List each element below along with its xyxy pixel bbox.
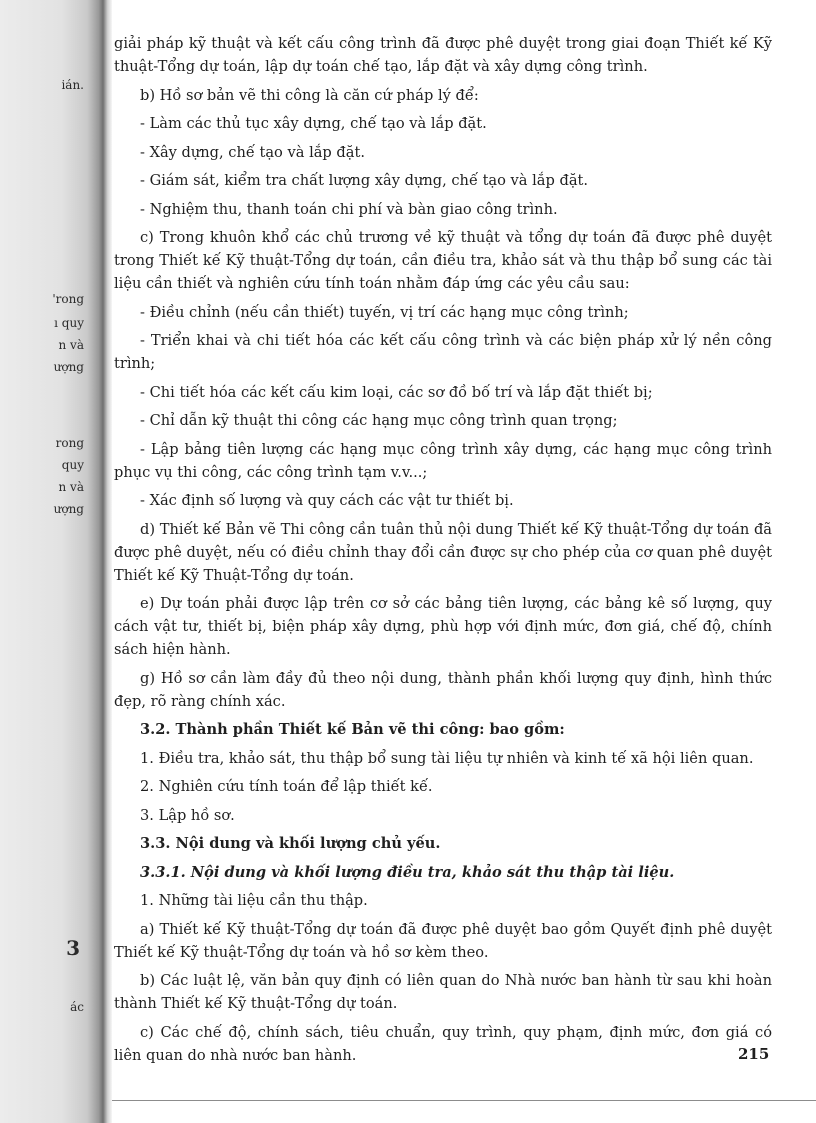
book-spine-shadow	[0, 0, 112, 1123]
previous-page-fragment: ượng	[53, 360, 84, 374]
list-item: 1. Những tài liệu cần thu thập.	[140, 892, 368, 909]
subsection-heading: 3.3.1. Nội dung và khối lượng điều tra, khảo sát thu thập tài liệu.	[140, 863, 675, 881]
list-item: - Chỉ dẫn kỹ thuật thi công các hạng mục công trình quan trọng;	[140, 412, 618, 429]
paragraph: c) Trong khuôn khổ các chủ trương về kỹ thuật và tổng dự toán đã được phê duyệt trong Thiết kế Kỹ thuật-Tổng dự toán, cần điều tra, khảo sát và thu thập bổ sung các tài liệu cần thiết và nghiên cứu tính toán nhằm đáp ứng các yêu cầu sau:	[114, 229, 772, 292]
previous-page-fragment: ượng	[53, 502, 84, 516]
list-item: - Điều chỉnh (nếu cần thiết) tuyến, vị trí các hạng mục công trình;	[140, 303, 629, 321]
previous-page-fragment: rong	[55, 436, 84, 450]
paragraph: b) Các luật lệ, văn bản quy định có liên quan do Nhà nước ban hành từ sau khi hoàn thành Thiết kế Kỹ thuật-Tổng dự toán.	[114, 972, 772, 1012]
list-item: - Chi tiết hóa các kết cấu kim loại, các sơ đồ bố trí và lắp đặt thiết bị;	[140, 383, 653, 401]
page-body	[114, 32, 772, 1072]
list-item: - Triển khai và chi tiết hóa các kết cấu công trình và các biện pháp xử lý nền công trình;	[114, 332, 772, 372]
previous-page-fragment: n và	[58, 338, 84, 352]
section-heading: 3.2. Thành phần Thiết kế Bản vẽ thi công: bao gồm:	[140, 721, 565, 738]
previous-page-fragment: n và	[58, 480, 84, 494]
list-item: - Xác định số lượng và quy cách các vật tư thiết bị.	[140, 492, 514, 509]
paragraph: giải pháp kỹ thuật và kết cấu công trình đã được phê duyệt trong giai đoạn Thiết kế Kỹ thuật-Tổng dự toán, lập dự toán chế tạo, lắp đặt và xây dựng công trình.	[114, 35, 772, 75]
list-item: - Xây dựng, chế tạo và lắp đặt.	[140, 143, 365, 161]
previous-page-fragment: 'rong	[52, 292, 84, 306]
paragraph: g) Hồ sơ cần làm đầy đủ theo nội dung, thành phần khối lượng quy định, hình thức đẹp, rõ ràng chính xác.	[114, 669, 772, 710]
list-item: - Lập bảng tiên lượng các hạng mục công trình xây dựng, các hạng mục công trình phục vụ thi công, các công trình tạm v.v...;	[114, 440, 772, 481]
page-number: 215	[738, 1045, 770, 1063]
page-bottom-edge	[112, 1100, 816, 1101]
list-item: - Nghiệm thu, thanh toán chi phí và bàn giao công trình.	[140, 200, 558, 218]
list-item: - Làm các thủ tục xây dựng, chế tạo và lắp đặt.	[140, 115, 487, 132]
list-item: 3. Lập hồ sơ.	[140, 806, 235, 824]
previous-page-fragment: ác	[70, 1000, 84, 1014]
paragraph: b) Hồ sơ bản vẽ thi công là căn cứ pháp lý để:	[140, 86, 479, 104]
list-item: - Giám sát, kiểm tra chất lượng xây dựng, chế tạo và lắp đặt.	[140, 172, 589, 189]
paragraph: a) Thiết kế Kỹ thuật-Tổng dự toán đã được phê duyệt bao gồm Quyết định phê duyệt Thiết kế Kỹ thuật-Tổng dự toán và hồ sơ kèm theo.	[114, 920, 772, 961]
previous-page-fragment: 3	[66, 936, 80, 960]
previous-page-fragment: quy	[61, 458, 84, 472]
paragraph: d) Thiết kế Bản vẽ Thi công cần tuân thủ nội dung Thiết kế Kỹ thuật-Tổng dự toán đã được phê duyệt, nếu có điều chỉnh thay đổi cần được sự cho phép của cơ quan phê duyệt Thiết kế Kỹ Thuật-Tổng dự toán.	[114, 520, 772, 584]
previous-page-fragment: ián.	[61, 78, 84, 92]
list-item: 1. Điều tra, khảo sát, thu thập bổ sung tài liệu tự nhiên và kinh tế xã hội liên quan.	[140, 749, 754, 767]
section-heading: 3.3. Nội dung và khối lượng chủ yếu.	[140, 835, 441, 852]
previous-page-fragment: ı quy	[54, 316, 84, 330]
paragraph: e) Dự toán phải được lập trên cơ sở các bảng tiên lượng, các bảng kê số lượng, quy cách vật tư, thiết bị, biện pháp xây dựng, phù hợp với định mức, đơn giá, chế độ, chính sách hiện hành.	[114, 595, 772, 658]
paragraph: c) Các chế độ, chính sách, tiêu chuẩn, quy trình, quy phạm, định mức, đơn giá có liên quan do nhà nước ban hành.	[114, 1023, 772, 1064]
list-item: 2. Nghiên cứu tính toán để lập thiết kế.	[140, 778, 433, 795]
